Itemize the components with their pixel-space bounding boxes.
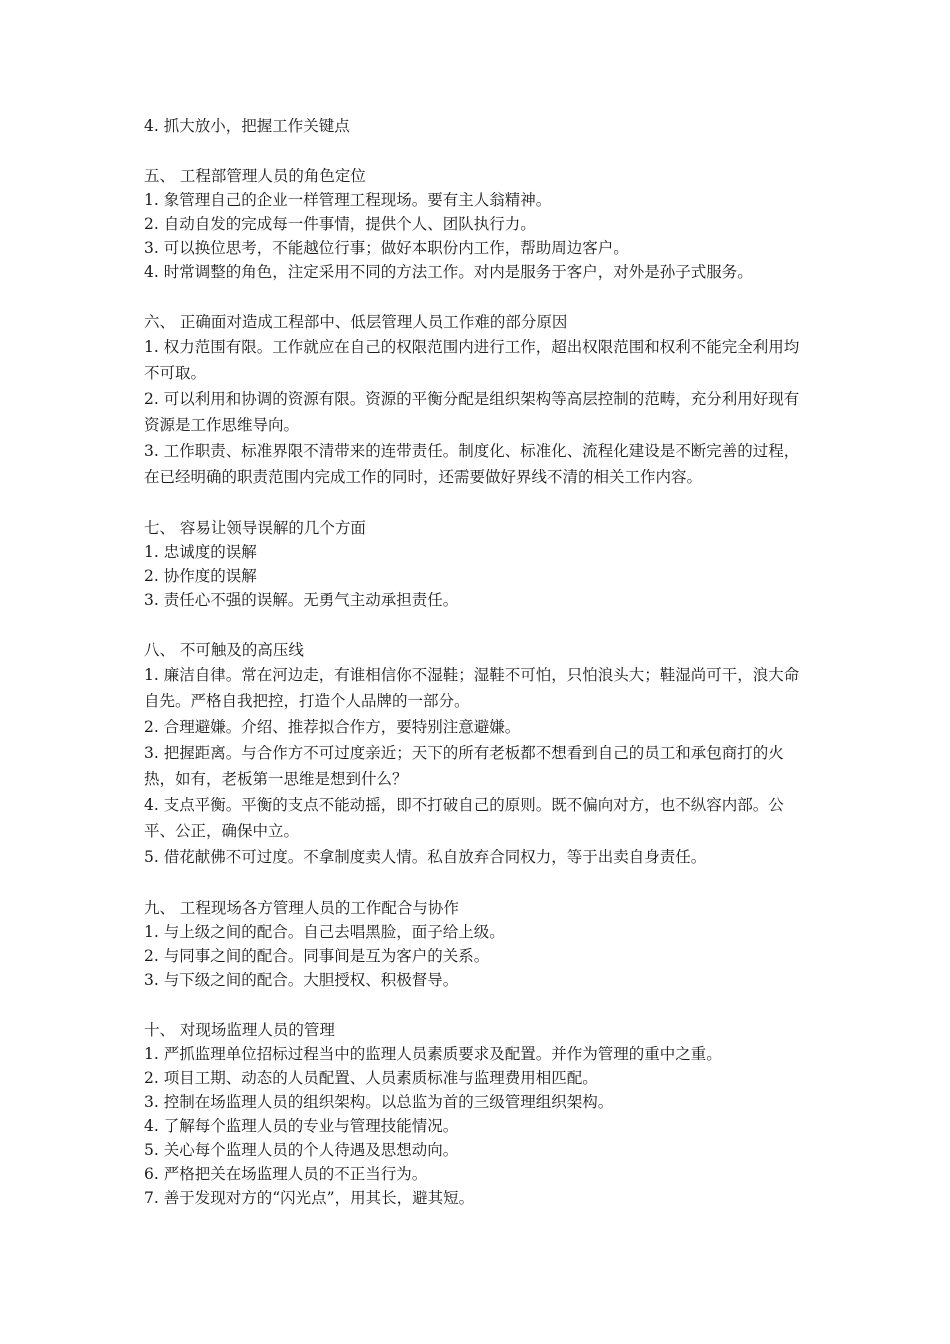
- section-8-item-2: 2. 合理避嫌。介绍、推荐拟合作方，要特别注意避嫌。: [144, 718, 521, 736]
- section-7-item-3: 3. 责任心不强的误解。无勇气主动承担责任。: [144, 591, 459, 609]
- section-9-item-3: 3. 与下级之间的配合。大胆授权、积极督导。: [144, 971, 459, 989]
- section-10-item-4: 4. 了解每个监理人员的专业与管理技能情况。: [144, 1117, 459, 1135]
- section-5-item-4: 4. 时常调整的角色，注定采用不同的方法工作。对内是服务于客户，对外是孙子式服务。: [144, 263, 753, 281]
- section-5-title: 五、 工程部管理人员的角色定位: [144, 167, 366, 185]
- section-5-item-3: 3. 可以换位思考，不能越位行事；做好本职份内工作，帮助周边客户。: [144, 239, 629, 257]
- section-10-item-6: 6. 严格把关在场监理人员的不正当行为。: [144, 1165, 428, 1183]
- section-10-title: 十、 对现场监理人员的管理: [144, 1021, 335, 1039]
- section-9: [144, 896, 808, 992]
- section-7: [144, 516, 808, 612]
- section-10-item-2: 2. 项目工期、动态的人员配置、人员素质标准与监理费用相匹配。: [144, 1069, 598, 1087]
- section-10-item-5: 5. 关心每个监理人员的个人待遇及思想动向。: [144, 1141, 459, 1159]
- section-7-item-1: 1. 忠诚度的误解: [144, 543, 257, 561]
- section-5-item-1: 1. 象管理自己的企业一样管理工程现场。要有主人翁精神。: [144, 191, 552, 209]
- document-page: [144, 114, 808, 1210]
- section-7-item-2: 2. 协作度的误解: [144, 567, 257, 585]
- section-10: [144, 1018, 808, 1210]
- section-8-title: 八、 不可触及的高压线: [144, 641, 304, 659]
- section-6-item-3: 3. 工作职责、标准界限不清带来的连带责任。制度化、标准化、流程化建设是不断完善的过程，在已经明确的职责范围内完成工作的同时，还需要做好界线不清的相关工作内容。: [144, 442, 800, 486]
- section-10-item-1: 1. 严抓监理单位招标过程当中的监理人员素质要求及配置。并作为管理的重中之重。: [144, 1045, 722, 1063]
- section-6-item-1: 1. 权力范围有限。工作就应在自己的权限范围内进行工作，超出权限范围和权利不能完全利用均不可取。: [144, 338, 800, 382]
- section-9-item-2: 2. 与同事之间的配合。同事间是互为客户的关系。: [144, 947, 490, 965]
- section-6-title: 六、 正确面对造成工程部中、低层管理人员工作难的部分原因: [144, 313, 568, 331]
- section-5-item-2: 2. 自动自发的完成每一件事情，提供个人、团队执行力。: [144, 215, 536, 233]
- section-10-item-3: 3. 控制在场监理人员的组织架构。以总监为首的三级管理组织架构。: [144, 1093, 614, 1111]
- section-8: [144, 638, 808, 870]
- section-7-title: 七、 容易让领导误解的几个方面: [144, 519, 366, 537]
- section-8-item-4: 4. 支点平衡。平衡的支点不能动摇，即不打破自己的原则。既不偏向对方，也不纵容内部。公平、公正，确保中立。: [144, 796, 784, 840]
- section-8-item-5: 5. 借花献佛不可过度。不拿制度卖人情。私自放弃合同权力，等于出卖自身责任。: [144, 848, 707, 866]
- section-8-item-1: 1. 廉洁自律。常在河边走，有谁相信你不湿鞋；湿鞋不可怕，只怕浪头大；鞋湿尚可干，浪大命自先。严格自我把控，打造个人品牌的一部分。: [144, 666, 800, 710]
- section-9-title: 九、 工程现场各方管理人员的工作配合与协作: [144, 899, 459, 917]
- section-5: [144, 164, 808, 284]
- section-6: [144, 310, 808, 490]
- intro-item-4: 4. 抓大放小，把握工作关键点: [144, 117, 350, 135]
- section-6-item-2: 2. 可以利用和协调的资源有限。资源的平衡分配是组织架构等高层控制的范畴，充分利用好现有资源是工作思维导向。: [144, 390, 800, 434]
- section-10-item-7: 7. 善于发现对方的“闪光点”，用其长，避其短。: [144, 1189, 475, 1207]
- section-8-item-3: 3. 把握距离。与合作方不可过度亲近；天下的所有老板都不想看到自己的员工和承包商打的火热，如有，老板第一思维是想到什么？: [144, 744, 784, 788]
- section-9-item-1: 1. 与上级之间的配合。自己去唱黑脸，面子给上级。: [144, 923, 505, 941]
